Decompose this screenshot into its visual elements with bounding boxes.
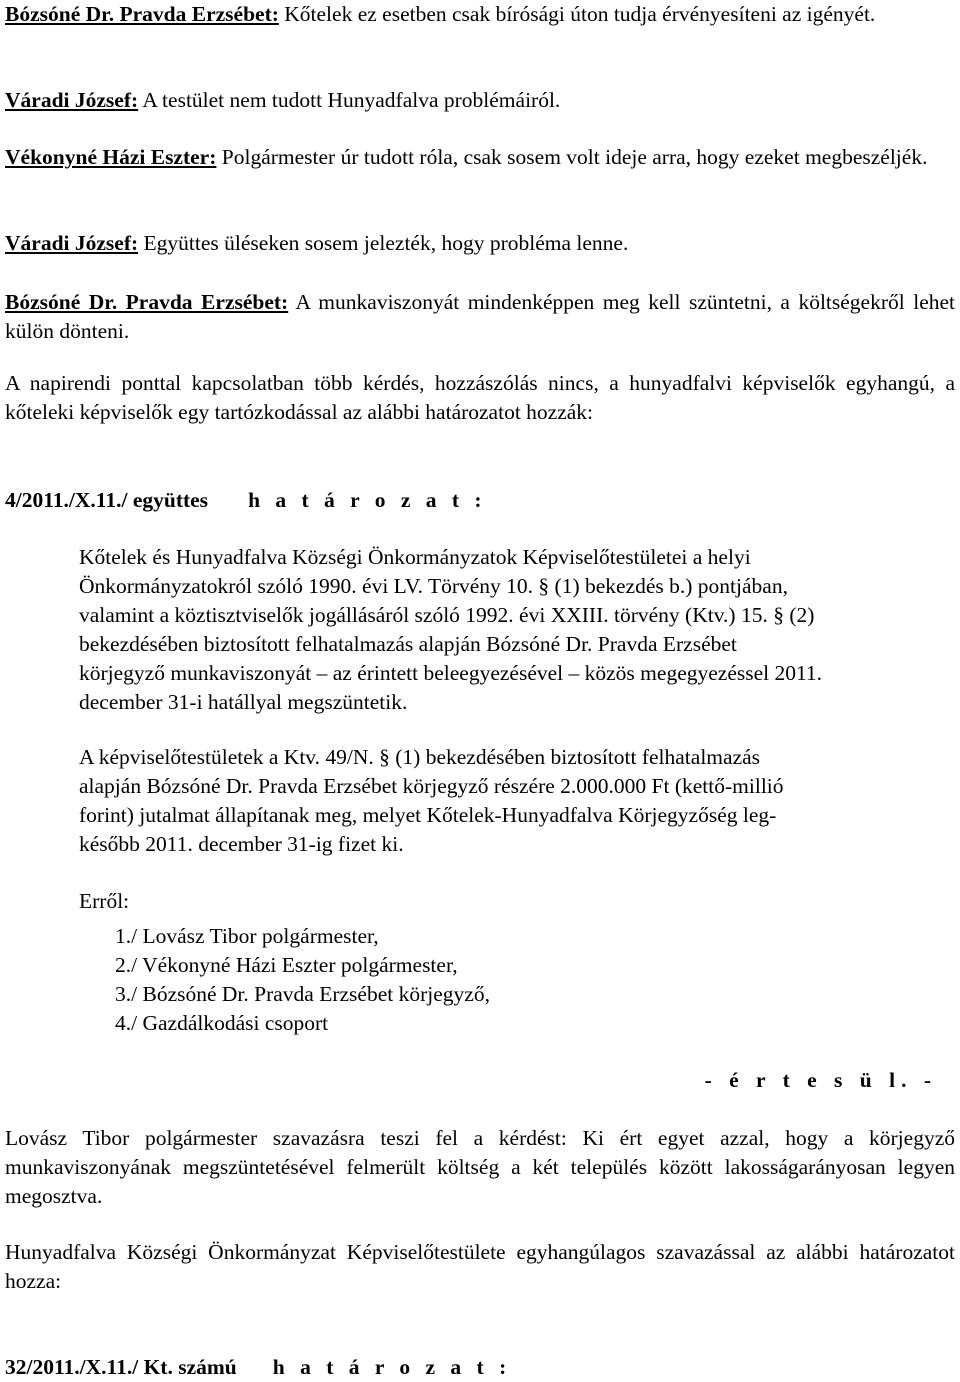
- list-item: 1./ Lovász Tibor polgármester,: [115, 924, 379, 948]
- speaker-name: Vékonyné Házi Eszter:: [5, 145, 217, 169]
- body-line: alapján Bózsóné Dr. Pravda Erzsébet körjegyző részére 2.000.000 Ft (kettő-millió: [79, 774, 784, 798]
- resolution-label: h a t á r o z a t :: [248, 488, 487, 512]
- statement-text: Kőtelek ez esetben csak bírósági úton tudja érvényesíteni az igényét.: [278, 2, 876, 26]
- notify-footer: - é r t e s ü l. -: [704, 1068, 937, 1092]
- resolution-heading: [5, 486, 955, 515]
- recipient-list: [115, 922, 490, 1038]
- resolution-number: 32/2011./X.11./ Kt. számú: [5, 1355, 237, 1379]
- body-line: A képviselőtestületek a Ktv. 49/N. § (1) bekezdésében biztosított felhatalmazás: [79, 745, 761, 769]
- list-item: 3./ Bózsóné Dr. Pravda Erzsébet körjegyző,: [115, 982, 490, 1006]
- resolution-body: [79, 743, 955, 859]
- statement-text: A munkaviszonyát mindenképpen meg kell szüntetni, a költségekről lehet külön dönteni.: [5, 290, 955, 343]
- body-line: valamint a köztisztviselők jogállásáról szóló 1992. évi XXIII. törvény (Ktv.) 15. § (2): [79, 603, 815, 627]
- body-line: később 2011. december 31-ig fizet ki.: [79, 832, 404, 856]
- statement-paragraph: [5, 143, 955, 172]
- speaker-name: Bózsóné Dr. Pravda Erzsébet:: [5, 2, 279, 26]
- statement-text: Együttes üléseken sosem jelezték, hogy probléma lenne.: [138, 231, 629, 255]
- vote-question-paragraph: Lovász Tibor polgármester szavazásra teszi fel a kérdést: Ki ért egyet azzal, hogy a körjegyző munkaviszonyának megszüntetésével felmerült költség a két település között lakosságarányosan legyen megosztva.: [5, 1126, 955, 1208]
- body-line: bekezdésében biztosított felhatalmazás alapján Bózsóné Dr. Pravda Erzsébet: [79, 632, 737, 656]
- vote-result-paragraph: Hunyadfalva Községi Önkormányzat Képviselőtestülete egyhangúlagos szavazással az alábbi határozatot hozza:: [5, 1240, 955, 1293]
- summary-paragraph: A napirendi ponttal kapcsolatban több kérdés, hozzászólás nincs, a hunyadfalvi képviselők egyhangú, a kőteleki képviselők egy tartózkodással az alábbi határozatot hozzák:: [5, 371, 955, 424]
- statement-paragraph: [5, 86, 955, 115]
- speaker-name: Bózsóné Dr. Pravda Erzsébet:: [5, 290, 289, 314]
- speaker-name: Váradi József:: [5, 88, 139, 112]
- resolution-label: h a t á r o z a t :: [272, 1355, 512, 1379]
- body-line: Kőtelek és Hunyadfalva Községi Önkormányzatok Képviselőtestületei a helyi: [79, 545, 751, 569]
- statement-text: A testület nem tudott Hunyadfalva problémáiról.: [138, 88, 561, 112]
- body-line: december 31-i hatállyal megszüntetik.: [79, 690, 408, 714]
- statement-paragraph: [5, 0, 955, 29]
- body-line: körjegyző munkaviszonyát – az érintett beleegyezésével – közös megegyezéssel 2011.: [79, 661, 823, 685]
- resolution-number: 4/2011./X.11./ együttes: [5, 488, 209, 512]
- statement-paragraph: [5, 288, 955, 346]
- body-line: Önkormányzatokról szóló 1990. évi LV. Törvény 10. § (1) bekezdés b.) pontjában,: [79, 574, 788, 598]
- statement-paragraph: [5, 229, 955, 258]
- statement-text: Polgármester úr tudott róla, csak sosem volt ideje arra, hogy ezeket megbeszéljék.: [216, 145, 928, 169]
- resolution-body: [79, 543, 955, 717]
- body-line: forint) jutalmat állapítanak meg, melyet Kőtelek-Hunyadfalva Körjegyzőség leg-: [79, 803, 777, 827]
- list-item: 4./ Gazdálkodási csoport: [115, 1011, 329, 1035]
- speaker-name: Váradi József:: [5, 231, 139, 255]
- notify-label: Erről:: [79, 889, 130, 913]
- resolution-heading: [5, 1353, 955, 1382]
- list-item: 2./ Vékonyné Házi Eszter polgármester,: [115, 953, 458, 977]
